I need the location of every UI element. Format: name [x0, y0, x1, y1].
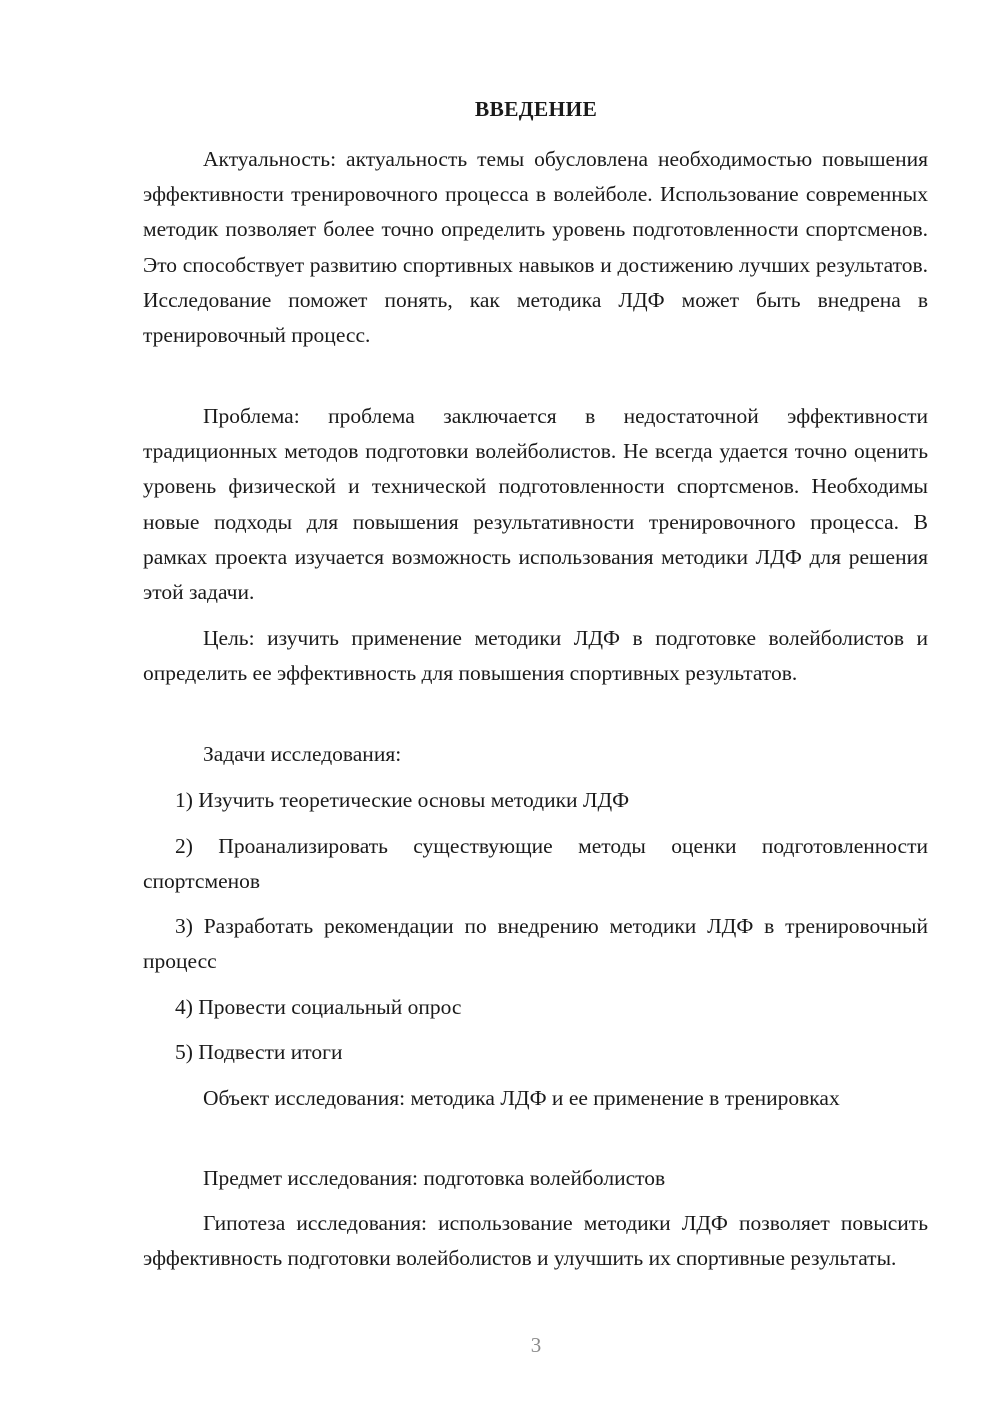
paragraph-subject [143, 1161, 928, 1196]
hypothesis-text: Гипотеза исследования: использование методики ЛДФ позволяет повысить эффективность подготовки волейболистов и улучшить их спортивные результаты. [143, 1211, 928, 1271]
tasks-heading: Задачи исследования: [203, 742, 402, 766]
task-item [143, 909, 928, 979]
paragraph-object [143, 1081, 928, 1116]
task-item-4: 4) Провести социальный опрос [175, 995, 462, 1019]
task-item-2: 2) Проанализировать существующие методы оценки подготовленности спортсменов [143, 834, 928, 894]
task-item [143, 990, 928, 1025]
tasks-heading-block [143, 737, 928, 772]
goal-text: Цель: изучить применение методики ЛДФ в подготовке волейболистов и определить ее эффективность для повышения спортивных результатов. [143, 626, 928, 686]
paragraph-problem [143, 399, 928, 610]
page-number: 3 [530, 1333, 542, 1357]
page-title: ВВЕДЕНИЕ [474, 97, 598, 121]
task-item [143, 783, 928, 818]
task-item-1: 1) Изучить теоретические основы методики ЛДФ [175, 788, 630, 812]
task-item-3: 3) Разработать рекомендации по внедрению методики ЛДФ в тренировочный процесс [143, 914, 928, 974]
paragraph-goal [143, 621, 928, 691]
task-item [143, 829, 928, 899]
problem-text: Проблема: проблема заключается в недостаточной эффективности традиционных методов подготовки волейболистов. Не всегда удается точно оценить уровень физической и технической подготовленности спортсменов. Необходимы новые подходы для повышения результативности тренировочного процесса. В рамках проекта изучается возможность использования методики ЛДФ для решения этой задачи. [143, 404, 928, 605]
task-item-5: 5) Подвести итоги [175, 1040, 343, 1064]
relevance-text: Актуальность: актуальность темы обусловлена необходимостью повышения эффективности тренировочного процесса в волейболе. Использование современных методик позволяет более точно определить уровень подготовленности спортсменов. Это способствует развитию спортивных навыков и достижению лучших результатов. Исследование поможет понять, как методика ЛДФ может быть внедрена в тренировочный процесс. [143, 147, 928, 348]
paragraph-hypothesis [143, 1206, 928, 1276]
subject-text: Предмет исследования: подготовка волейболистов [203, 1166, 666, 1190]
paragraph-relevance [143, 142, 928, 353]
object-text: Объект исследования: методика ЛДФ и ее применение в тренировках [203, 1086, 840, 1110]
task-item [143, 1035, 928, 1070]
